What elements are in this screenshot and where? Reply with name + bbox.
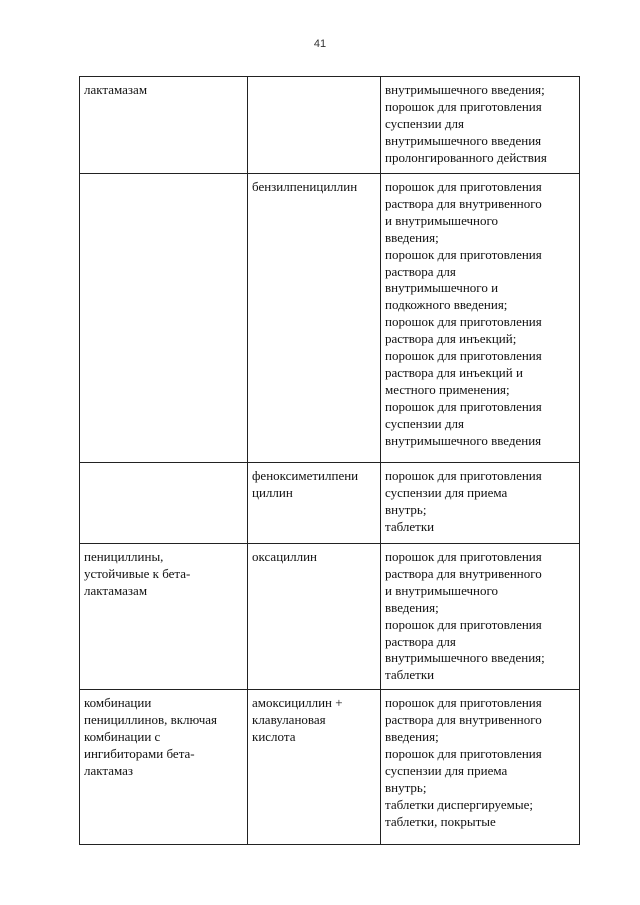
text-line: порошок для приготовления	[385, 695, 542, 711]
text-line: феноксиметилпени	[252, 468, 359, 483]
substance-cell	[248, 463, 381, 544]
dosage-forms-cell	[381, 463, 580, 544]
dosage-forms-cell	[381, 544, 580, 690]
text-line: подкожного введения;	[385, 297, 508, 313]
text-line: суспензии для	[385, 415, 464, 431]
dosage-forms-cell	[381, 174, 580, 463]
text-line: внутримышечного и	[385, 280, 499, 296]
substance-cell	[248, 77, 381, 174]
substance-cell	[248, 174, 381, 463]
table-row	[80, 174, 580, 463]
text-line: порошок для приготовления	[385, 246, 542, 262]
text-line: клавулановая	[252, 712, 326, 728]
text-line: введения;	[385, 229, 439, 245]
drug-table	[79, 76, 580, 845]
text-line: пролонгированного действия	[385, 149, 547, 165]
text-line: раствора для инъекций;	[385, 331, 517, 347]
text-line: суспензии для приема	[385, 484, 508, 500]
text-line: устойчивые к бета-	[84, 565, 191, 581]
text-line: лактамазам	[84, 582, 148, 598]
text-line: комбинации с	[84, 729, 161, 745]
text-line: порошок для приготовления	[385, 98, 542, 114]
group-cell	[80, 174, 248, 463]
text-line: раствора для инъекций и	[385, 364, 523, 380]
table-row	[80, 463, 580, 544]
text-line: раствора для	[385, 263, 456, 279]
text-line: комбинации	[84, 695, 152, 711]
text-line: порошок для приготовления	[385, 616, 542, 632]
text-line: раствора для внутривенного	[385, 565, 542, 581]
text-line: порошок для приготовления	[385, 398, 542, 414]
dosage-forms-cell	[381, 690, 580, 845]
group-cell	[80, 463, 248, 544]
text-line: внутрь;	[385, 779, 427, 795]
text-line: таблетки	[385, 518, 435, 534]
substance-cell	[248, 544, 381, 690]
table-row	[80, 544, 580, 690]
text-line: порошок для приготовления	[385, 468, 542, 483]
group-cell	[80, 544, 248, 690]
text-line: лактамаз	[84, 762, 134, 778]
text-line: раствора для	[385, 633, 456, 649]
text-line: местного применения;	[385, 381, 510, 397]
text-line: ингибиторами бета-	[84, 745, 195, 761]
text-line: внутрь;	[385, 501, 427, 517]
text-line: суспензии для	[385, 115, 464, 131]
group-cell	[80, 690, 248, 845]
text-line: таблетки, покрытые	[385, 813, 496, 829]
text-line: оксациллин	[252, 549, 317, 564]
text-line: раствора для внутривенного	[385, 712, 542, 728]
text-line: порошок для приготовления	[385, 314, 542, 330]
table-row	[80, 77, 580, 174]
group-cell	[80, 77, 248, 174]
text-line: амоксициллин +	[252, 695, 343, 711]
dosage-forms-cell	[381, 77, 580, 174]
text-line: кислота	[252, 729, 296, 745]
text-line: внутримышечного введения	[385, 132, 542, 148]
text-line: порошок для приготовления	[385, 549, 542, 564]
text-line: циллин	[252, 484, 293, 500]
text-line: пенициллинов, включая	[84, 712, 218, 728]
text-line: бензилпенициллин	[252, 179, 358, 194]
text-line: суспензии для приема	[385, 762, 508, 778]
text-line: порошок для приготовления	[385, 745, 542, 761]
text-line: введения;	[385, 599, 439, 615]
text-line: введения;	[385, 729, 439, 745]
text-line: внутримышечного введения;	[385, 82, 545, 97]
text-line: порошок для приготовления	[385, 348, 542, 364]
text-line: пенициллины,	[84, 549, 164, 564]
text-line: порошок для приготовления	[385, 179, 542, 194]
text-line: таблетки диспергируемые;	[385, 796, 533, 812]
text-line: и внутримышечного	[385, 582, 499, 598]
text-line: раствора для внутривенного	[385, 195, 542, 211]
text-line: таблетки	[385, 667, 435, 683]
substance-cell	[248, 690, 381, 845]
text-line: лактамазам	[84, 82, 148, 97]
text-line: внутримышечного введения;	[385, 650, 545, 666]
text-line: и внутримышечного	[385, 212, 499, 228]
table-row	[80, 690, 580, 845]
text-line: внутримышечного введения	[385, 432, 542, 448]
page-number: 41	[313, 38, 327, 50]
